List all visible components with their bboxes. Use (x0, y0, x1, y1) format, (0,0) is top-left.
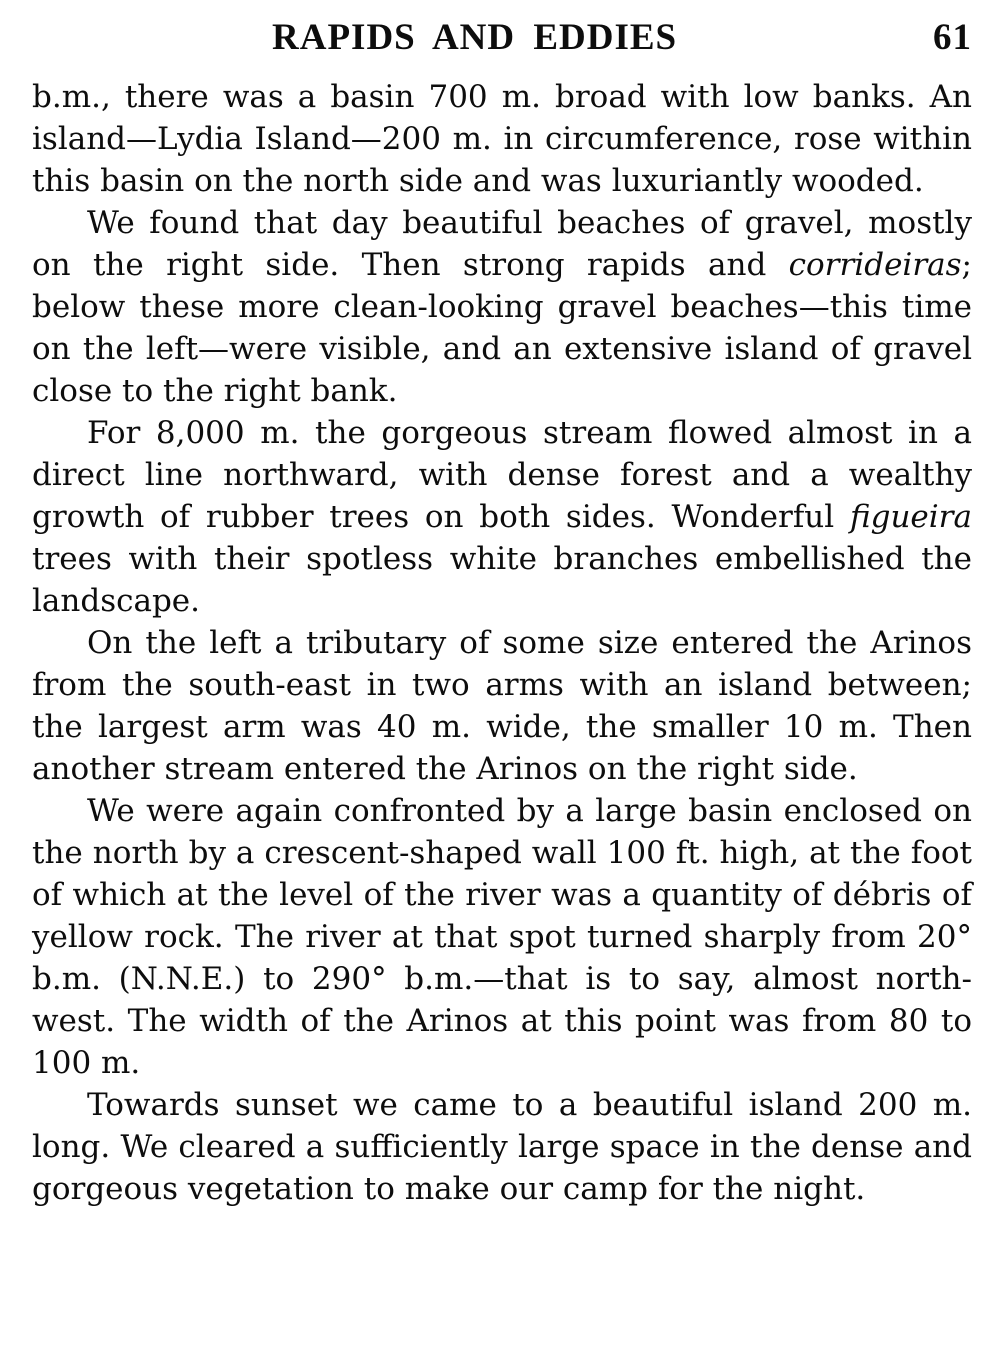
paragraph (32, 202, 972, 412)
text-run: We found that day beautiful beaches of gravel, mostly on the right side. Then strong rapids and (32, 205, 972, 283)
text-run: We were again confronted by a large basin enclosed on the north by a crescent-shaped wall 100 ft. high, at the foot of which at the level of the river was a quantity of débris of yellow rock. The river at that spot turned sharply from 20° b.m. (N.N.E.) to 290° b.m.—that is to say, almost north-west. The width of the Arinos at this point was from 80 to 100 m. (32, 793, 972, 1081)
book-page (32, 14, 972, 1210)
text-run: On the left a tributary of some size entered the Arinos from the south-east in two arms with an island between; the largest arm was 40 m. wide, the smaller 10 m. Then another stream entered the Arinos on the right side. (32, 625, 972, 787)
text-run: For 8,000 m. the gorgeous stream flowed almost in a direct line northward, with dense forest and a wealthy growth of rubber trees on both sides. Wonderful (32, 415, 972, 535)
running-head: RAPIDS AND EDDIES (272, 17, 678, 58)
body-text (32, 76, 972, 1210)
italic-term: figueira (849, 499, 972, 535)
paragraph (32, 76, 972, 202)
paragraph (32, 1084, 972, 1210)
text-run: Towards sunset we came to a beautiful island 200 m. long. We cleared a sufficiently large space in the dense and gorgeous vegetation to make our camp for the night. (32, 1087, 972, 1207)
page-number: 61 (933, 17, 972, 58)
text-run: ; below these more clean-looking gravel beaches—this time on the left—were visible, and an extensive island of gravel close to the right bank. (32, 247, 972, 409)
text-run: b.m., there was a basin 700 m. broad with low banks. An island—Lydia Island—200 m. in circumference, rose within this basin on the north side and was luxuriantly wooded. (32, 79, 972, 199)
paragraph (32, 790, 972, 1084)
paragraph (32, 622, 972, 790)
text-run: trees with their spotless white branches embellished the landscape. (32, 541, 972, 619)
page-header (32, 14, 972, 76)
paragraph (32, 412, 972, 622)
italic-term: corrideiras (788, 247, 962, 283)
